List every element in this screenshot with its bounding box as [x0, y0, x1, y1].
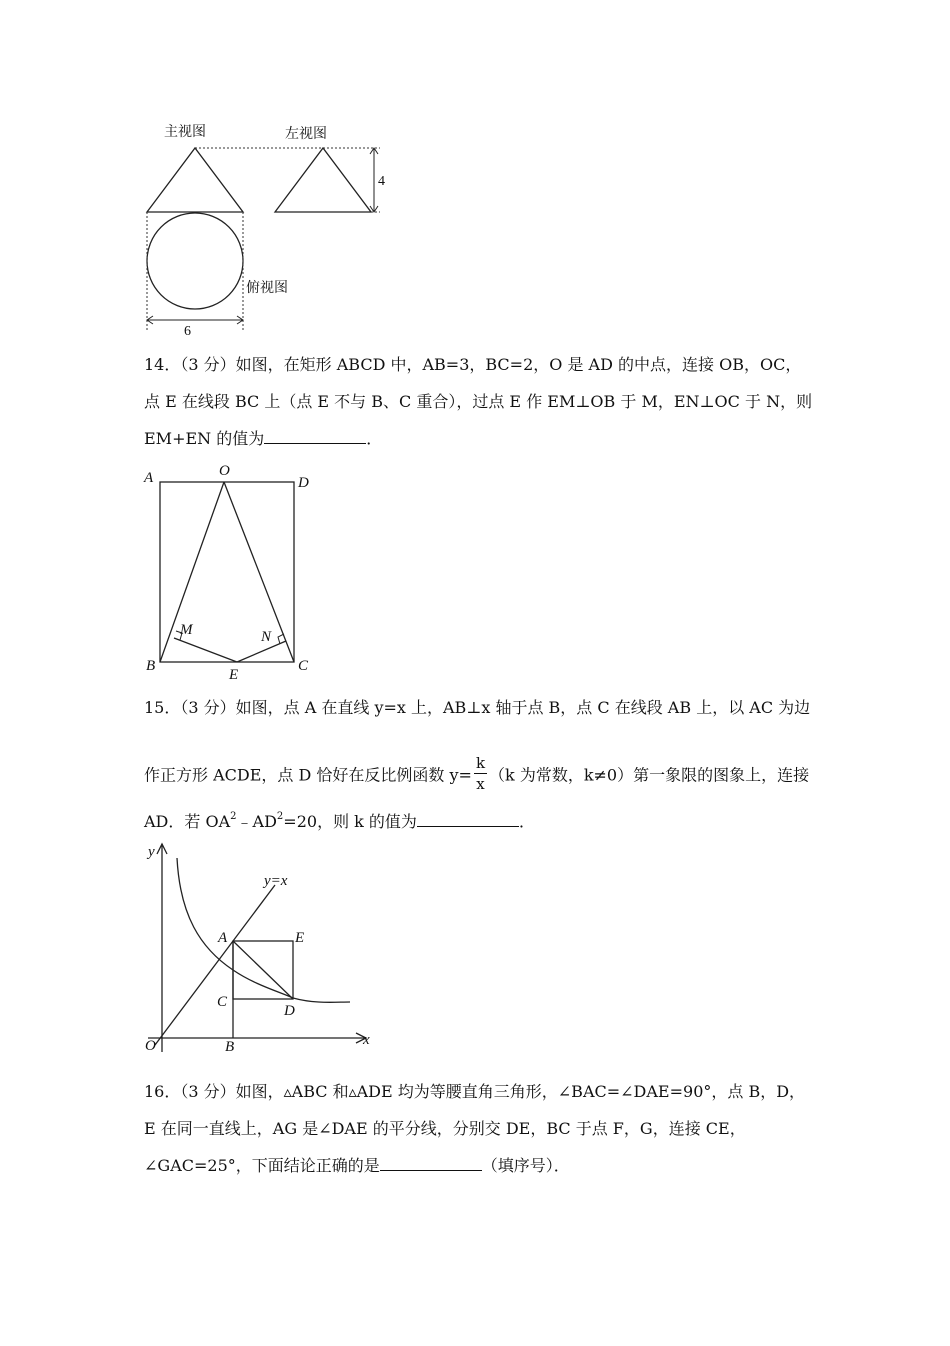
q15-figure-svg — [140, 840, 380, 1065]
segment-ad — [233, 941, 293, 999]
fraction-numerator: k — [475, 754, 486, 772]
fraction-denominator: x — [476, 775, 485, 793]
q15-line2 — [144, 754, 810, 794]
label-e: E — [229, 667, 239, 683]
segment-em — [174, 638, 237, 662]
label-y-equals-x: y=x — [264, 873, 288, 889]
top-view-circle — [147, 213, 243, 309]
label-d: D — [298, 475, 309, 491]
side-view-triangle — [275, 148, 371, 212]
q15-answer-blank[interactable] — [417, 812, 519, 827]
front-view-label: 主视图 — [164, 124, 206, 140]
width-dimension — [147, 316, 243, 324]
q15-line3 — [144, 812, 535, 832]
projection-lines — [147, 148, 380, 330]
label-a: A — [218, 930, 228, 946]
label-o: O — [145, 1038, 156, 1054]
q14-answer-blank[interactable] — [264, 429, 366, 444]
side-view-label: 左视图 — [285, 126, 327, 142]
height-label: 4 — [378, 174, 385, 189]
q15-line2-prefix: 作正方形 ACDE，点 D 恰好在反比例函数 y= — [144, 765, 472, 785]
q16-line1: 16．（3 分）如图，▵ABC 和▵ADE 均为等腰直角三角形，∠BAC=∠DAE=90°，点 B，D， — [144, 1082, 806, 1101]
q16-line3-suffix: （填序号）． — [481, 1156, 570, 1175]
label-c: C — [217, 994, 228, 1010]
q15-sup1: 2 — [230, 811, 237, 822]
label-o: O — [219, 463, 230, 479]
q14-line2: 点 E 在线段 BC 上（点 E 不与 B、C 重合），过点 E 作 EM⊥OB 于 M，EN⊥OC 于 N，则 — [144, 392, 813, 411]
q14-line1: 14．（3 分）如图，在矩形 ABCD 中，AB=3，BC=2，O 是 AD 的中点，连接 OB，OC， — [144, 355, 802, 374]
q14-line3-prefix: EM+EN 的值为 — [144, 429, 265, 448]
q15-line3-a: AD．若 OA — [144, 812, 231, 831]
label-c: C — [298, 658, 309, 674]
q14-line3-suffix: ． — [366, 429, 383, 448]
q16-line2: E 在同一直线上，AG 是∠DAE 的平分线，分别交 DE，BC 于点 F，G，连接 CE， — [144, 1119, 746, 1138]
label-n: N — [261, 629, 272, 645]
q15-line2-suffix: （k 为常数，k≠0）第一象限的图象上，连接 — [489, 765, 810, 785]
segment-oc — [224, 482, 294, 662]
q15-sup2: 2 — [276, 811, 284, 822]
label-b: B — [146, 658, 156, 674]
q15-figure — [140, 840, 380, 1065]
label-b: B — [225, 1039, 235, 1055]
top-view-label: 俯视图 — [246, 280, 288, 296]
q14-figure-svg — [140, 460, 320, 685]
label-a: A — [144, 470, 154, 486]
label-y-axis: y — [148, 844, 155, 860]
front-view-triangle — [147, 148, 243, 212]
label-d: D — [284, 1003, 295, 1019]
three-view-figure — [130, 118, 400, 340]
q16-line3 — [144, 1156, 570, 1176]
q15-line3-suffix: ． — [518, 812, 535, 831]
label-x-axis: x — [363, 1032, 370, 1048]
label-e: E — [295, 930, 305, 946]
q14-figure — [140, 460, 320, 685]
q15-line1: 15．（3 分）如图，点 A 在直线 y=x 上，AB⊥x 轴于点 B，点 C 在线段 AB 上，以 AC 为边 — [144, 698, 811, 717]
q15-line3-c: =20，则 k 的值为 — [283, 812, 417, 831]
width-label: 6 — [184, 324, 191, 339]
three-view-svg — [130, 118, 400, 340]
fraction-k-over-x — [474, 756, 487, 792]
q15-line3-b: ﹣AD — [236, 812, 277, 831]
height-dimension — [370, 148, 378, 212]
q16-answer-blank[interactable] — [380, 1156, 482, 1171]
q14-line3 — [144, 429, 382, 449]
q16-line3-prefix: ∠GAC=25°，下面结论正确的是 — [144, 1156, 380, 1175]
label-m: M — [180, 622, 193, 638]
